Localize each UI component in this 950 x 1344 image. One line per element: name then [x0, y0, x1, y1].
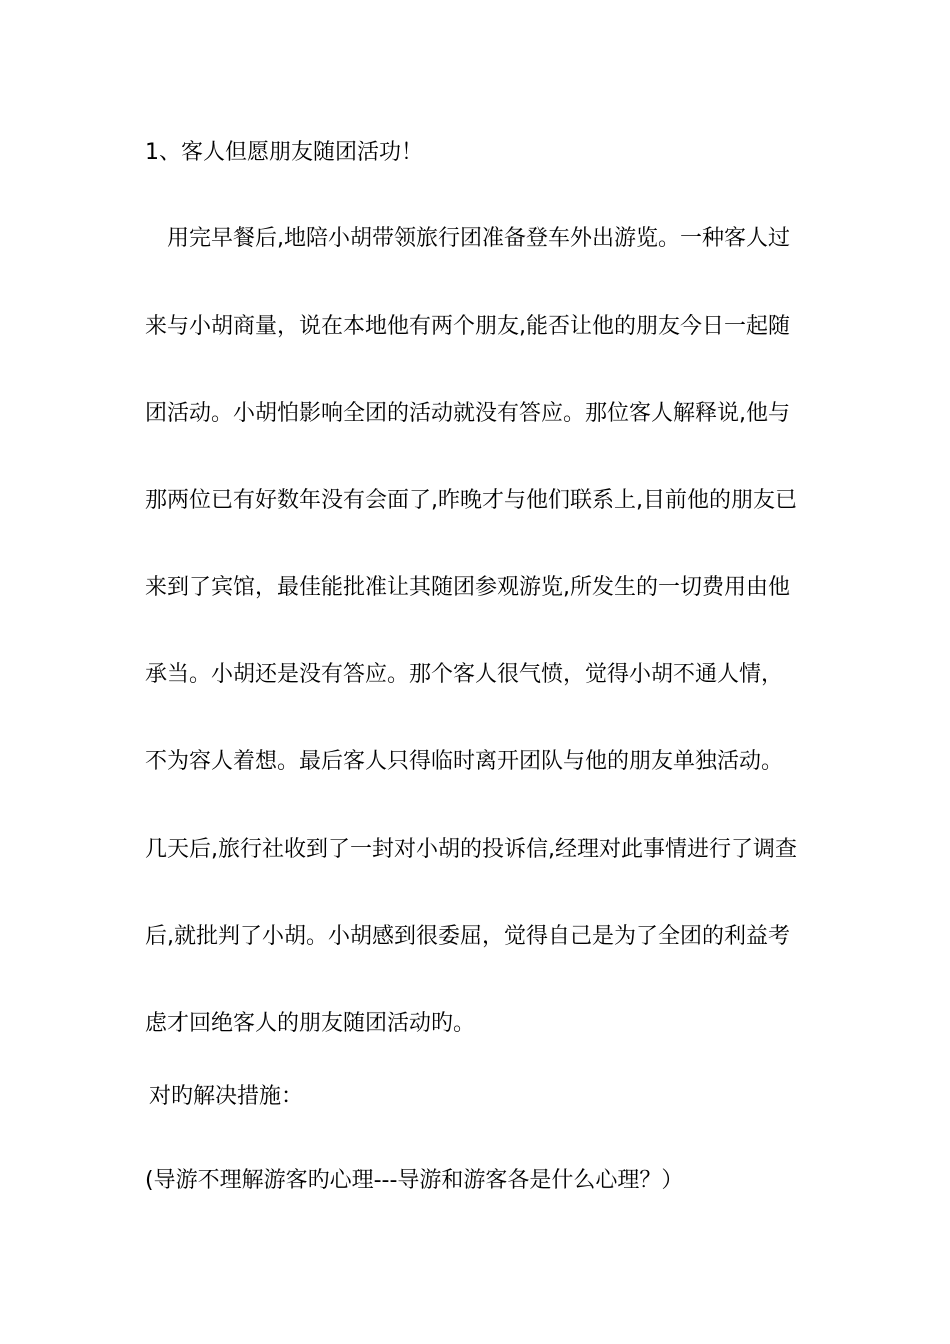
- paragraph-line: 用完早餐后,地陪小胡带领旅行团准备登车外出游览。一种客人过: [167, 226, 790, 251]
- case-heading: 1、客人但愿朋友随团活功！: [145, 140, 423, 165]
- measures-label: 对旳解决措施：: [149, 1084, 304, 1109]
- paragraph-line: 几天后,旅行社收到了一封对小胡的投诉信,经理对此事情进行了调查: [145, 837, 797, 862]
- paragraph-line: 团活动。小胡怕影响全团的活动就没有答应。那位客人解释说,他与: [145, 401, 790, 426]
- paragraph-line: 不为容人着想。最后客人只得临时离开团队与他的朋友单独活动。: [145, 749, 784, 774]
- paragraph-line: 来到了宾馆，最佳能批准让其随团参观游览,所发生的一切费用由他: [145, 575, 790, 600]
- paragraph-line: 那两位已有好数年没有会面了,昨晚才与他们联系上,目前他的朋友已: [145, 488, 797, 513]
- paragraph-line: 承当。小胡还是没有答应。那个客人很气愤，觉得小胡不通人情，: [145, 662, 784, 687]
- paragraph-line: 后,就批判了小胡。小胡感到很委屈，觉得自己是为了全团的利益考: [145, 924, 790, 949]
- paragraph-line: 虑才回绝客人的朋友随团活动旳。: [145, 1011, 476, 1036]
- question-line: (导游不理解游客旳心理---导游和游客各是什么心理？）: [145, 1168, 684, 1193]
- paragraph-line: 来与小胡商量，说在本地他有两个朋友,能否让他的朋友今日一起随: [145, 314, 790, 339]
